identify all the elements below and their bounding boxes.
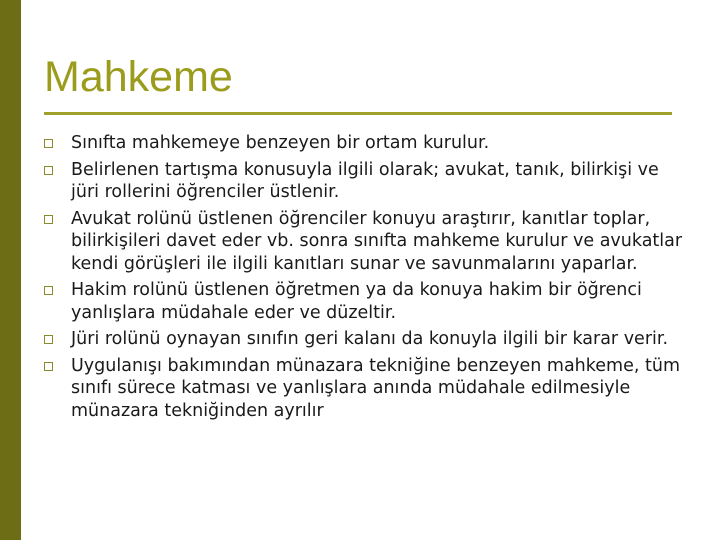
bullet-text: Uygulanışı bakımından münazara tekniğine benzeyen mahkeme, tüm sınıfı sürece katması ve yanlışlara anında müdahale edilmesiyle münazara tekniğinden ayrılır [71, 355, 680, 421]
bullet-text: Jüri rolünü oynayan sınıfın geri kalanı da konuyla ilgili bir karar verir. [71, 329, 669, 349]
hollow-square-icon [44, 362, 53, 371]
hollow-square-icon [44, 335, 53, 344]
bullet-item [44, 208, 684, 276]
hollow-square-icon [44, 215, 53, 224]
bullet-item [44, 132, 684, 155]
hollow-square-icon [44, 166, 53, 175]
bullet-text: Belirlenen tartışma konusuyla ilgili olarak; avukat, tanık, bilirkişi ve jüri rollerini öğrenciler üstlenir. [71, 159, 659, 202]
bullet-item [44, 328, 684, 351]
hollow-square-icon [44, 286, 53, 295]
bullet-list [44, 132, 684, 426]
bullet-item [44, 159, 684, 204]
bullet-text: Hakim rolünü üstlenen öğretmen ya da konuya hakim bir öğrenci yanlışlara müdahale eder ve düzeltir. [71, 280, 642, 323]
bullet-text: Sınıfta mahkemeye benzeyen bir ortam kurulur. [71, 133, 490, 153]
bullet-text: Avukat rolünü üstlenen öğrenciler konuyu araştırır, kanıtlar toplar, bilirkişileri davet eder vb. sonra sınıfta mahkeme kurulur ve avukatlar kendi görüşleri ile ilgili kanıtları sunar ve savunmalarını yaparlar. [71, 208, 683, 274]
bullet-item [44, 279, 684, 324]
title-underline [44, 112, 672, 115]
slide-title: Mahkeme [44, 53, 233, 101]
bullet-item [44, 355, 684, 423]
hollow-square-icon [44, 139, 53, 148]
side-accent-bar [0, 0, 21, 540]
